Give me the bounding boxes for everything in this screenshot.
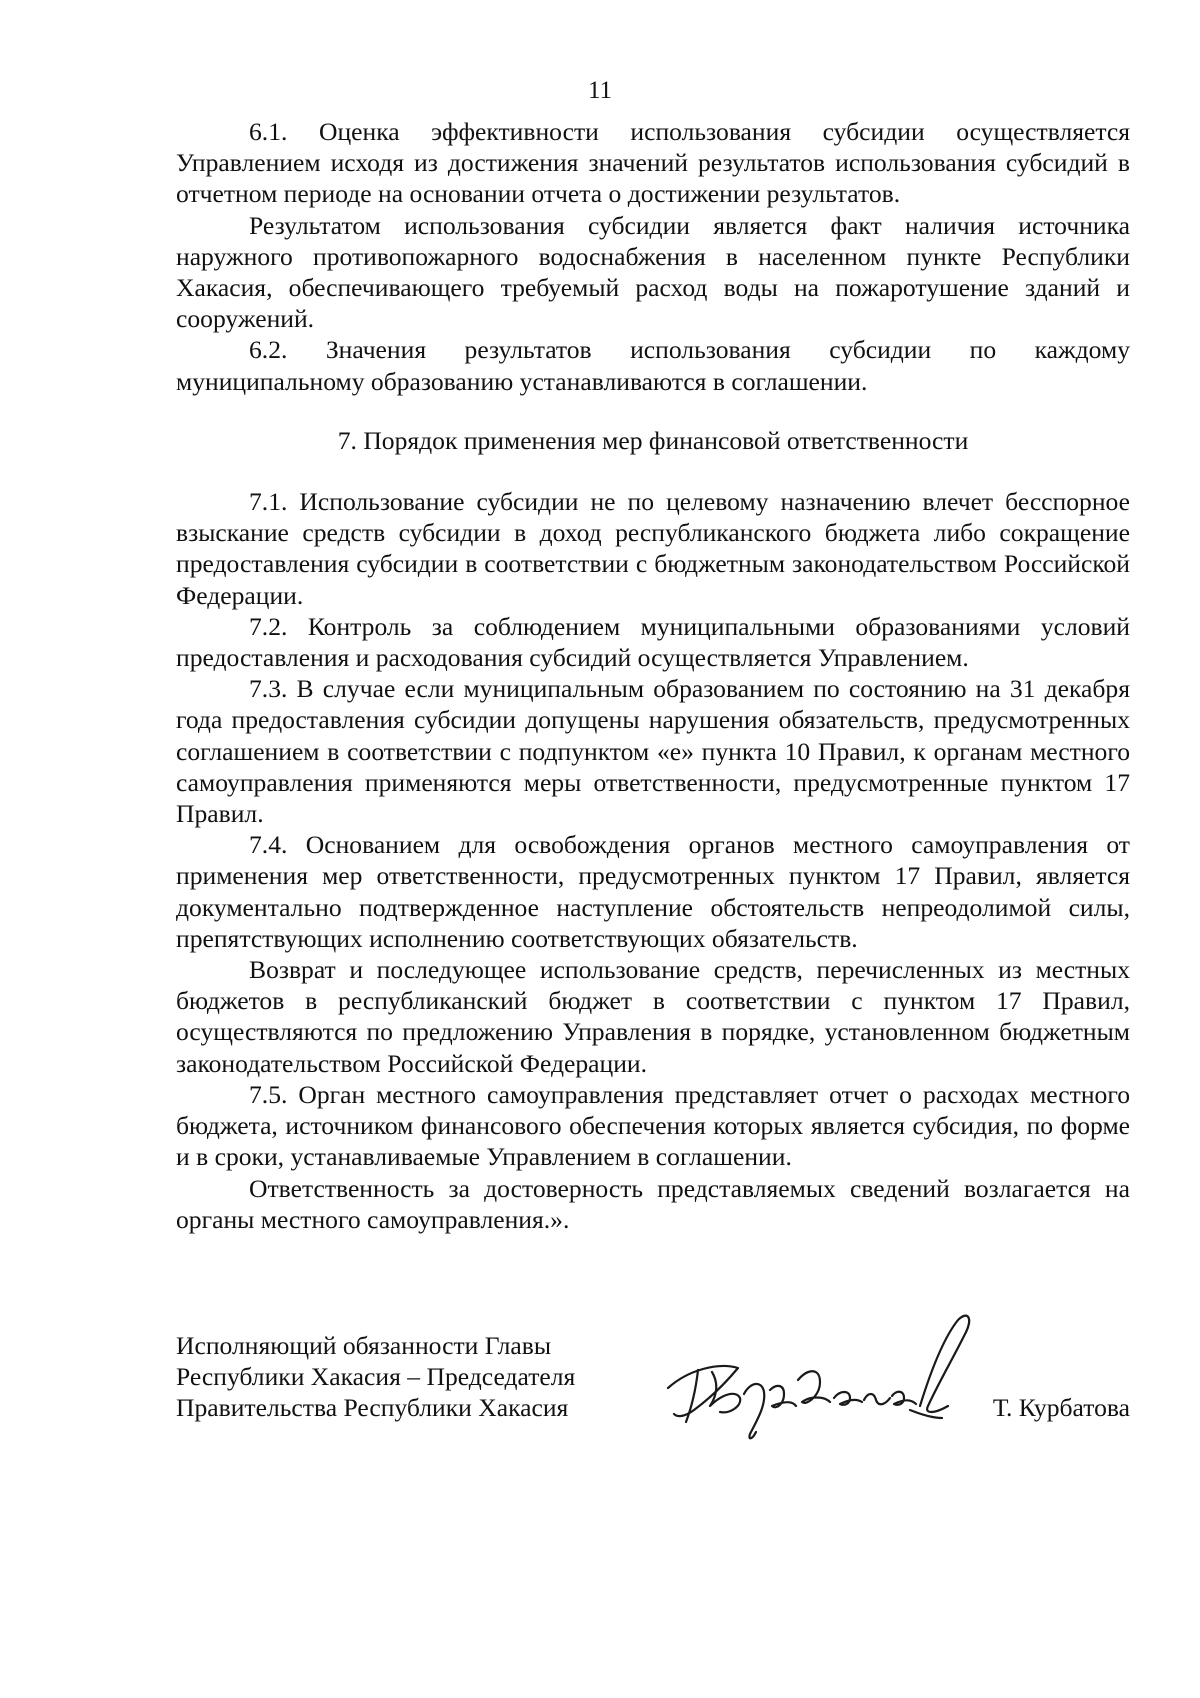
paragraph-7-4: 7.4. Основанием для освобождения органов местного самоуправления от применения мер ответственности, предусмотренных пунктом 17 Правил, является документально подтвержденное наступление обстоятельств непреодолимой силы, препятствующих исполнению соответствующих обязательств. <box>176 830 1130 953</box>
paragraph-7-3: 7.3. В случае если муниципальным образованием по состоянию на 31 декабря года предоставления субсидии допущены нарушения обязательств, предусмотренных соглашением в соответствии с подпунктом «е» пункта 10 Правил, к органам местного самоуправления применяются меры ответственности, предусмотренные пунктом 17 Правил. <box>176 674 1130 829</box>
paragraph-6-1: 6.1. Оценка эффективности использования субсидии осуществляется Управлением исходя из достижения значений результатов использования субсидий в отчетном периоде на основании отчета о достижении результатов. <box>176 117 1130 209</box>
paragraph-refund: Возврат и последующее использование средств, перечисленных из местных бюджетов в республиканский бюджет в соответствии с пунктом 17 Правил, осуществляются по предложению Управления в порядке, установленном бюджетным законодательством Российской Федерации. <box>176 955 1130 1078</box>
paragraph-7-1: 7.1. Использование субсидии не по целевому назначению влечет бесспорное взыскание средств субсидии в доход республиканского бюджета либо сокращение предоставления субсидии в соответствии с бюджетным законодательством Российской Федерации. <box>176 487 1130 610</box>
signature-block <box>176 1330 1130 1480</box>
signatory-position-line: Правительства Республики Хакасия <box>176 1393 569 1423</box>
signatory-position-line: Республики Хакасия – Председателя <box>176 1362 576 1392</box>
page-number: 11 <box>587 77 613 104</box>
section-title: 7. Порядок применения мер финансовой ответственности <box>337 425 969 455</box>
signatory-position <box>176 1330 656 1424</box>
paragraph-6-2: 6.2. Значения результатов использования субсидии по каждому муниципальному образованию устанавливаются в соглашении. <box>176 335 1130 396</box>
paragraph-responsibility: Ответственность за достоверность представляемых сведений возлагается на органы местного самоуправления.». <box>176 1173 1130 1234</box>
document-body <box>176 116 1130 1235</box>
signatory-name: Т. Курбатова <box>992 1393 1130 1422</box>
paragraph-7-5: 7.5. Орган местного самоуправления представляет отчет о расходах местного бюджета, источником финансового обеспечения которых является субсидия, по форме и в сроки, устанавливаемые Управлением в соглашении. <box>176 1079 1130 1172</box>
signatory-position-line: Исполняющий обязанности Главы <box>176 1331 552 1360</box>
handwritten-signature <box>658 1310 978 1460</box>
paragraph-result: Результатом использования субсидии является факт наличия источника наружного противопожарного водоснабжения в населенном пункте Республики Хакасия, обеспечивающего требуемый расход воды на пожаротушение зданий и сооружений. <box>176 210 1130 334</box>
paragraph-7-2: 7.2. Контроль за соблюдением муниципальными образованиями условий предоставления и расходования субсидий осуществляется Управлением. <box>176 611 1130 673</box>
